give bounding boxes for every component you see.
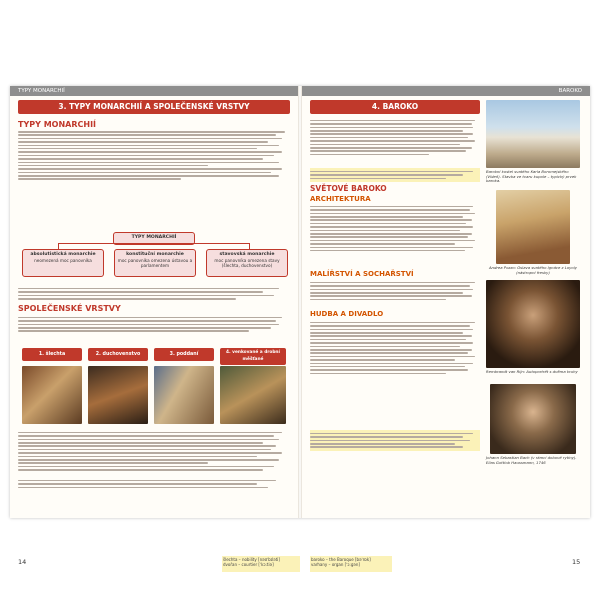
painting-nobility	[22, 366, 82, 424]
painting-subjects	[154, 366, 214, 424]
box-subtitle: moc panovníka omezena stavy (šlechta, duchovenstvo)	[214, 258, 280, 268]
book-gutter	[298, 86, 302, 518]
section-title-vrstvy: SPOLEČENSKÉ VRSTVY	[18, 304, 121, 313]
box-subtitle: moc panovníka omezena ústavou a parlamentem	[117, 258, 193, 268]
body-text-block	[310, 118, 480, 157]
caption-rembrandt: Rembrandt van Rijn: Autoportrét s dvěma kruhy	[486, 369, 578, 374]
body-text-block	[18, 131, 290, 180]
question-block	[18, 286, 290, 301]
subsection-painting: MALÍŘSTVÍ A SOCHAŘSTVÍ	[310, 270, 414, 278]
box-subtitle: neomezená moc panovníka	[34, 258, 92, 263]
box-title: absolutistická monarchie	[30, 252, 96, 257]
glossary-left	[222, 556, 300, 572]
painting-rembrandt	[486, 280, 580, 368]
body-text-block	[18, 315, 290, 334]
running-header-left: TYPY MONARCHIÍ	[10, 86, 299, 96]
diagram-box-estates	[206, 249, 288, 277]
left-page	[18, 100, 290, 510]
box-title: konstituční monarchie	[126, 252, 184, 257]
book-spread	[10, 86, 590, 567]
question-block	[310, 168, 480, 182]
diagram-box-constitutional	[114, 249, 196, 277]
glossary-line: šlechta – nobility [nəʊˈbɪləti]	[223, 557, 280, 562]
glossary-line: dvořan – courtier [ˈkɔːtiə]	[223, 562, 274, 567]
running-header-right: BAROKO	[301, 86, 590, 96]
painting-rural	[220, 366, 286, 424]
photo-karlskirche	[486, 100, 580, 168]
question-block	[18, 478, 290, 490]
chapter-title-left: 3. TYPY MONARCHIÍ A SPOLEČENSKÉ VRSTVY	[18, 100, 290, 114]
portrait-bach	[490, 384, 576, 454]
glossary-line: varhany – organ [ˈɔːɡən]	[311, 562, 360, 567]
step-rural: 4. venkované a drobní měšťané	[220, 348, 286, 365]
body-text-block	[18, 430, 290, 473]
step-subjects: 3. poddaní	[154, 348, 214, 361]
body-text-block	[310, 204, 480, 253]
diagram-box-absolutist	[22, 249, 104, 277]
glossary-line: baroko – the Baroque [bəˈrɒk]	[311, 557, 371, 562]
caption-fresco: Andrea Pozzo: Oslava svatého Ignáce z Loyoly (nástropní fresky)	[488, 265, 578, 275]
painting-fresco	[496, 190, 570, 264]
page-number-left: 14	[18, 558, 27, 566]
right-page	[310, 100, 582, 510]
step-nobility: 1. šlechta	[22, 348, 82, 361]
subsection-music: HUDBA A DIVADLO	[310, 310, 384, 318]
page-number-right: 15	[572, 558, 581, 566]
chapter-title-right: 4. BAROKO	[310, 100, 480, 114]
diagram-root-label: TYPY MONARCHIÍ	[131, 235, 177, 240]
box-title: stavovská monarchie	[219, 252, 275, 257]
monarchy-diagram	[18, 232, 290, 284]
section-title-typy: TYPY MONARCHIÍ	[18, 120, 97, 129]
painting-clergy	[88, 366, 148, 424]
body-text-block	[310, 280, 480, 302]
body-text-block	[310, 320, 480, 376]
step-clergy: 2. duchovenstvo	[88, 348, 148, 361]
question-block	[310, 430, 480, 451]
section-title-baroko: SVĚTOVÉ BAROKO	[310, 184, 387, 193]
caption-bach: Johann Sebastian Bach (v rámci dobové rytiny). Elias Gottlob Haussmann, 1746	[486, 455, 577, 465]
glossary-right	[310, 556, 392, 572]
caption-church: Barokní kostel svatého Karla Boromejského (Vídeň). Stavba ve tvaru kupole – typický prvek baroka.	[486, 169, 577, 184]
subsection-architecture: ARCHITEKTURA	[310, 195, 371, 203]
